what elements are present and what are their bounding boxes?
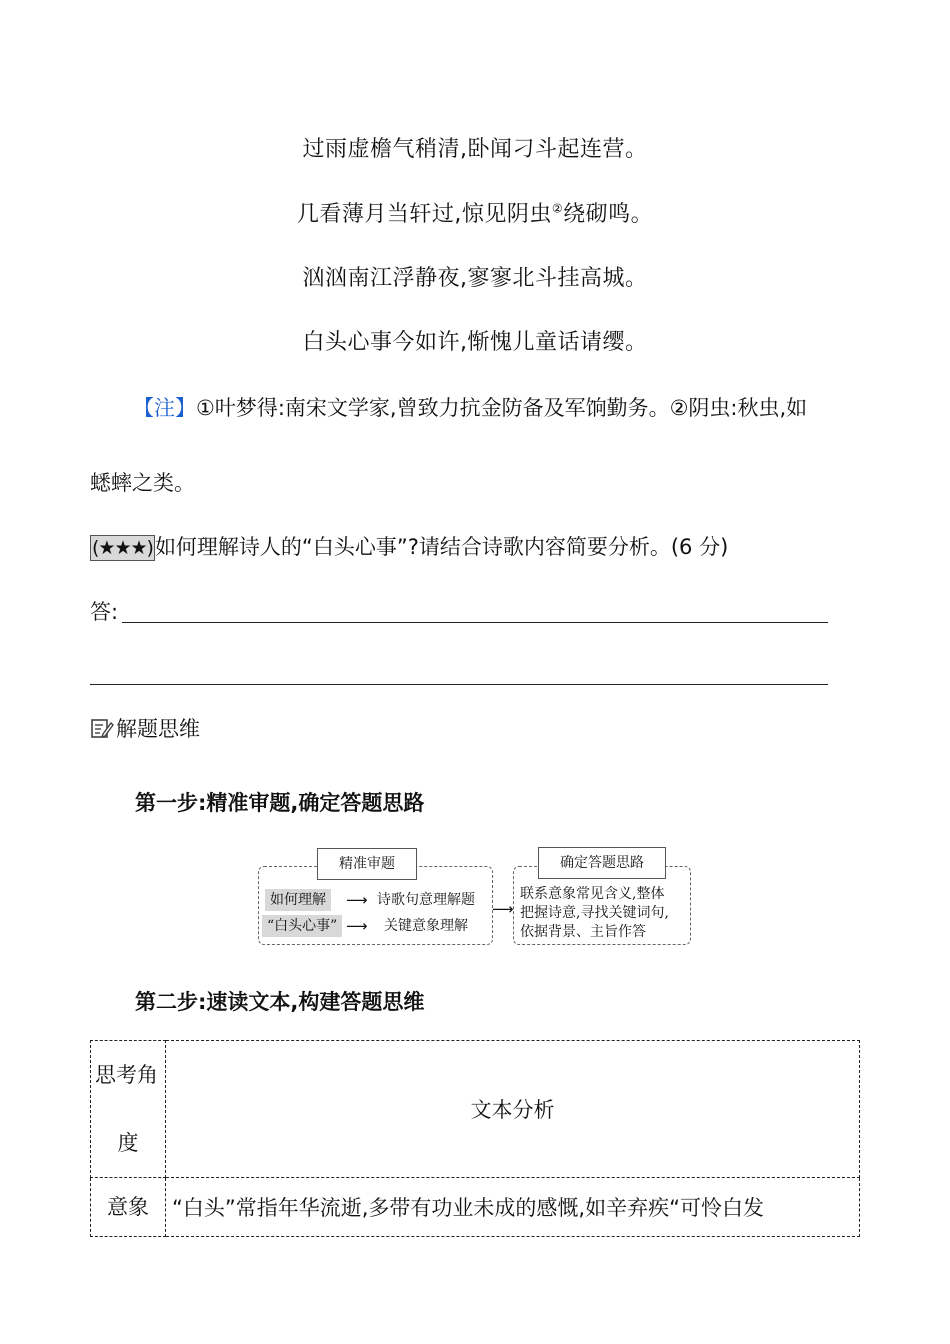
row-cell-analysis: “白头”常指年华流逝,多带有功业未成的感慨,如辛弃疾“可怜白发 <box>166 1178 860 1237</box>
poem-line-3: 汹汹南江浮静夜,寥寥北斗挂高城。 <box>302 266 648 291</box>
review-tag-1: 如何理解 <box>265 889 331 911</box>
approach-box-title: 确定答题思路 <box>538 847 666 879</box>
thinking-heading <box>90 714 200 744</box>
review-text-1: 诗歌句意理解题 <box>377 892 475 908</box>
approach-line-1: 联系意象常见含义,整体 <box>520 886 665 902</box>
note-continuation: 蟋蟀之类。 <box>90 471 195 495</box>
note-tag: 【注】 <box>133 396 196 420</box>
connector-arrow-icon: ⟶ <box>492 900 514 918</box>
review-box-title: 精准审题 <box>317 848 417 880</box>
note-paragraph <box>90 393 870 423</box>
answer-label: 答: <box>90 600 119 624</box>
approach-line-3: 依据背景、主旨作答 <box>520 924 646 940</box>
question <box>90 532 728 562</box>
note-text-1: ①叶梦得:南宋文学家,曾致力抗金防备及军饷勤务。②阴虫:秋虫,如 <box>196 396 808 420</box>
arrow-right-icon: ⟶ <box>346 917 368 935</box>
thinking-label: 解题思维 <box>116 717 200 741</box>
header-angle-line2: 度 <box>117 1131 139 1155</box>
table-header-row <box>91 1041 860 1178</box>
header-cell-angle <box>91 1041 166 1178</box>
notes-edit-icon <box>90 717 114 739</box>
review-text-2: 关键意象理解 <box>384 918 468 934</box>
approach-line-2: 把握诗意,寻找关键词句, <box>520 905 669 921</box>
difficulty-stars: (★★★) <box>92 537 153 559</box>
step2-title: 第二步:速读文本,构建答题思维 <box>135 990 425 1014</box>
header-angle-line1: 思考角 <box>95 1063 158 1087</box>
header-cell-analysis <box>166 1041 860 1178</box>
step1-title: 第一步:精准审题,确定答题思路 <box>135 791 425 815</box>
poem-line-4: 白头心事今如许,惭愧儿童话请缨。 <box>302 330 648 355</box>
table-row <box>91 1178 860 1237</box>
poem-line-2-start: 几看薄月当轩过,惊见阴虫 <box>296 202 552 227</box>
analysis-table <box>90 1040 860 1237</box>
answer-line-2[interactable] <box>90 684 828 685</box>
row-cell-angle: 意象 <box>91 1178 166 1237</box>
poem-line-2-end: 绕砌鸣。 <box>563 202 654 227</box>
answer-line-1[interactable] <box>122 622 828 623</box>
arrow-right-icon: ⟶ <box>346 891 368 909</box>
review-tag-2: “白头心事” <box>262 915 342 937</box>
poem-line-2 <box>0 200 950 230</box>
poem-line-1: 过雨虚檐气稍清,卧闻刁斗起连营。 <box>302 137 648 162</box>
question-text: 如何理解诗人的“白头心事”?请结合诗歌内容简要分析。(6 分) <box>154 535 729 559</box>
footnote-marker: ② <box>551 201 564 216</box>
header-analysis-label: 文本分析 <box>470 1098 555 1122</box>
